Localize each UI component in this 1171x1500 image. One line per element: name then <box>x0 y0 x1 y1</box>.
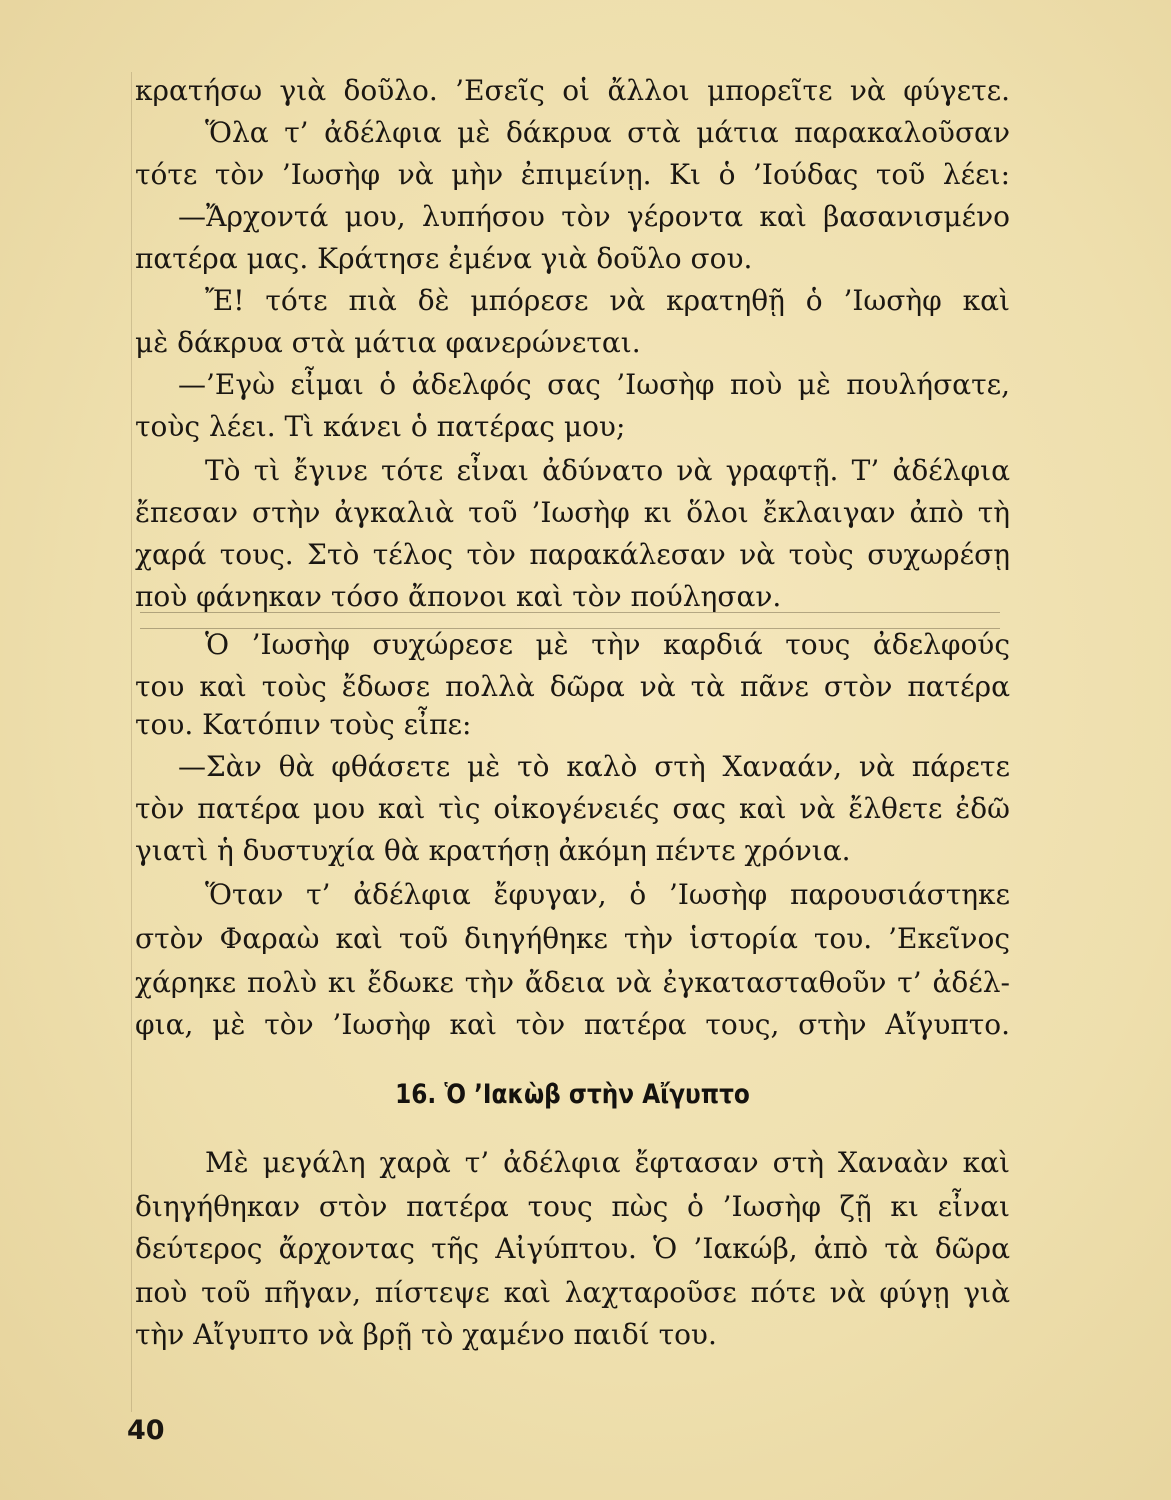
text-line: —’Εγὼ εἶμαι ὁ ἀδελφός σας ’Ιωσὴφ ποὺ μὲ πουλήσατε, <box>178 368 1010 401</box>
text-line: πατέρα μας. Κράτησε ἐμένα γιὰ δοῦλο σου. <box>135 242 753 275</box>
text-line: χάρηκε πολὺ κι ἔδωκε τὴν ἄδεια νὰ ἐγκατασταθοῦν τ’ ἀδέλ- <box>135 966 1010 999</box>
text-line: τὸν πατέρα μου καὶ τὶς οἰκογένειές σας καὶ νὰ ἔλθετε ἐδῶ <box>135 792 1010 825</box>
text-line: δεύτερος ἄρχοντας τῆς Αἰγύπτου. Ὁ ’Ιακώβ, ἀπὸ τὰ δῶρα <box>135 1232 1010 1265</box>
text-line: ἔπεσαν στὴν ἀγκαλιὰ τοῦ ’Ιωσὴφ κι ὅλοι ἔκλαιγαν ἀπὸ τὴ <box>135 496 1010 529</box>
text-line: χαρά τους. Στὸ τέλος τὸν παρακάλεσαν νὰ τοὺς συχωρέσῃ <box>135 538 1010 571</box>
text-line: Τὸ τὶ ἔγινε τότε εἶναι ἀδύνατο νὰ γραφτῇ. Τ’ ἀδέλφια <box>205 454 1010 487</box>
text-line: του. Κατόπιν τοὺς εἶπε: <box>135 708 472 741</box>
text-line: ποὺ φάνηκαν τόσο ἄπονοι καὶ τὸν πούλησαν. <box>135 580 782 613</box>
text-line: διηγήθηκαν στὸν πατέρα τους πὼς ὁ ’Ιωσὴφ ζῇ κι εἶναι <box>135 1190 1010 1223</box>
text-line: κρατήσω γιὰ δοῦλο. ’Εσεῖς οἱ ἄλλοι μπορεῖτε νὰ φύγετε. <box>135 74 1010 107</box>
margin-shadow-line <box>131 72 132 1412</box>
text-line: τοὺς λέει. Τὶ κάνει ὁ πατέρας μου; <box>135 410 626 443</box>
text-line: του καὶ τοὺς ἔδωσε πολλὰ δῶρα νὰ τὰ πᾶνε στὸν πατέρα <box>135 670 1010 703</box>
text-line: Ὁ ’Ιωσὴφ συχώρεσε μὲ τὴν καρδιά τους ἀδελφούς <box>205 628 1010 661</box>
text-line: Μὲ μεγάλη χαρὰ τ’ ἀδέλφια ἔφτασαν στὴ Χαναὰν καὶ <box>205 1146 1010 1179</box>
text-line: γιατὶ ἡ δυστυχία θὰ κρατήσῃ ἀκόμη πέντε χρόνια. <box>135 834 851 867</box>
text-line: στὸν Φαραὼ καὶ τοῦ διηγήθηκε τὴν ἱστορία του. ’Εκεῖνος <box>135 922 1010 955</box>
text-line: —Ἄρχοντά μου, λυπήσου τὸν γέροντα καὶ βασανισμένο <box>178 200 1010 233</box>
text-line: Ὅταν τ’ ἀδέλφια ἔφυγαν, ὁ ’Ιωσὴφ παρουσιάστηκε <box>205 878 1010 911</box>
text-line: φια, μὲ τὸν ’Ιωσὴφ καὶ τὸν πατέρα τους, στὴν Αἴγυπτο. <box>135 1008 1010 1041</box>
text-line: Ἔ! τότε πιὰ δὲ μπόρεσε νὰ κρατηθῇ ὁ ’Ιωσὴφ καὶ <box>205 284 1010 317</box>
text-line: Ὅλα τ’ ἀδέλφια μὲ δάκρυα στὰ μάτια παρακαλοῦσαν <box>205 116 1010 149</box>
section-heading: 16. Ὁ ’Ιακὼβ στὴν Αἴγυπτο <box>395 1079 750 1110</box>
text-line: —Σὰν θὰ φθάσετε μὲ τὸ καλὸ στὴ Χαναάν, νὰ πάρετε <box>178 750 1010 783</box>
text-line: τὴν Αἴγυπτο νὰ βρῇ τὸ χαμένο παιδί του. <box>135 1318 717 1351</box>
page-number: 40 <box>127 1415 165 1446</box>
text-line: ποὺ τοῦ πῆγαν, πίστεψε καὶ λαχταροῦσε πότε νὰ φύγῃ γιὰ <box>135 1276 1010 1309</box>
text-line: μὲ δάκρυα στὰ μάτια φανερώνεται. <box>135 326 641 359</box>
text-line: τότε τὸν ’Ιωσὴφ νὰ μὴν ἐπιμείνῃ. Κι ὁ ’Ιούδας τοῦ λέει: <box>135 158 1010 191</box>
